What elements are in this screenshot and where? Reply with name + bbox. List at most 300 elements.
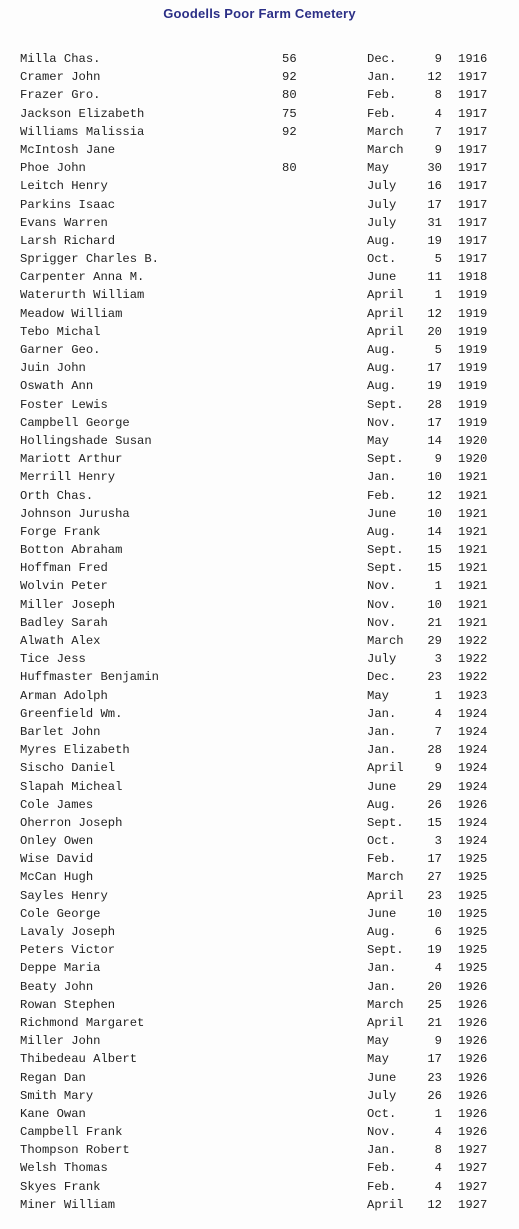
burial-record-row [0,614,519,632]
record-year: 1920 [458,433,488,448]
record-name: Garner Geo. [20,343,101,357]
record-year: 1916 [458,52,488,66]
record-name: Cramer John [20,70,101,85]
record-day: 4 [434,1161,442,1176]
burial-record-row [0,1123,519,1141]
record-month: May [367,161,389,176]
record-year: 1927 [458,1179,488,1194]
burial-record-row [0,250,519,268]
record-day: 14 [427,433,442,448]
burial-record-row [0,414,519,432]
burial-record-row [0,868,519,886]
record-year: 1924 [458,724,488,739]
record-month: March [367,124,404,139]
record-name: Thompson Robert [20,1143,130,1158]
record-name: Arman Adolph [20,688,108,703]
record-name: Smith Mary [20,1088,94,1103]
record-name: Myres Elizabeth [20,743,130,758]
record-name: Johnson Jurusha [20,506,130,521]
record-name: Cole George [20,906,101,921]
record-day: 12 [427,70,442,85]
record-name: Campbell Frank [20,1125,123,1140]
burial-record-row [0,850,519,868]
burial-record-row [0,632,519,650]
record-year: 1925 [458,943,488,958]
burial-record-row [0,1050,519,1068]
record-year: 1919 [458,415,488,430]
record-month: March [367,142,404,157]
record-name: Milla Chas. [20,52,101,66]
record-year: 1924 [458,834,488,849]
burial-record-row [0,996,519,1014]
burial-record-row [0,1105,519,1123]
record-month: June [367,270,397,285]
record-day: 17 [427,197,442,212]
burial-record-row [0,723,519,741]
burial-record-row [0,1032,519,1050]
record-day: 20 [427,324,442,339]
record-year: 1921 [458,561,488,576]
record-age: 80 [282,161,297,176]
record-day: 9 [434,142,442,157]
record-year: 1917 [458,233,488,248]
record-month: April [367,888,404,903]
record-month: Dec. [367,670,397,685]
record-name: Beaty John [20,979,94,994]
record-month: Jan. [367,706,397,721]
record-day: 8 [434,1143,442,1158]
record-name: Botton Abraham [20,543,123,558]
record-year: 1924 [458,779,488,794]
record-month: Sept. [367,815,404,830]
record-day: 29 [427,779,442,794]
record-day: 4 [434,1179,442,1194]
burial-record-row [0,232,519,250]
record-name: Deppe Maria [20,961,101,976]
record-year: 1917 [458,252,488,267]
record-day: 6 [434,925,442,939]
record-day: 19 [427,379,442,394]
record-month: May [367,1034,389,1049]
burial-record-row [0,1178,519,1196]
record-name: Sischo Daniel [20,761,116,776]
record-day: 4 [434,961,442,976]
record-month: June [367,779,397,794]
record-year: 1926 [458,979,488,994]
record-day: 31 [427,215,442,230]
record-name: Merrill Henry [20,470,116,485]
burial-record-row [0,86,519,104]
record-year: 1918 [458,270,488,285]
record-day: 21 [427,615,442,630]
record-name: Mariott Arthur [20,452,123,467]
record-name: Sayles Henry [20,888,108,903]
record-year: 1925 [458,888,488,903]
record-name: Greenfield Wm. [20,706,123,721]
burial-record-row [0,941,519,959]
record-month: July [367,215,397,230]
record-day: 3 [434,652,442,667]
record-month: Sept. [367,943,404,958]
record-day: 14 [427,524,442,539]
record-year: 1925 [458,870,488,885]
record-name: Alwath Alex [20,634,101,648]
record-name: McIntosh Jane [20,142,116,157]
burial-record-row [0,68,519,86]
record-month: March [367,997,404,1012]
record-month: July [367,652,397,667]
record-year: 1917 [458,106,488,121]
burial-record-list [0,50,519,1214]
burial-record-row [0,396,519,414]
record-name: Rowan Stephen [20,997,116,1012]
record-name: Peters Victor [20,943,116,958]
record-year: 1919 [458,288,488,303]
record-month: Sept. [367,561,404,576]
record-year: 1925 [458,925,488,939]
record-month: June [367,906,397,921]
record-name: Onley Owen [20,834,94,849]
burial-record-row [0,487,519,505]
record-month: Feb. [367,852,397,867]
record-name: Slapah Micheal [20,779,123,794]
record-name: Badley Sarah [20,615,108,630]
record-year: 1921 [458,543,488,558]
record-name: Wise David [20,852,94,867]
record-year: 1926 [458,1015,488,1030]
burial-record-row [0,341,519,359]
record-year: 1917 [458,124,488,139]
record-month: Nov. [367,415,397,430]
record-name: Kane Owan [20,1106,86,1121]
record-age: 92 [282,70,297,85]
burial-record-row [0,1196,519,1214]
burial-record-row [0,50,519,68]
burial-record-row [0,905,519,923]
record-day: 23 [427,1070,442,1085]
record-year: 1927 [458,1143,488,1158]
burial-record-row [0,214,519,232]
record-day: 9 [434,761,442,776]
record-day: 15 [427,815,442,830]
record-day: 25 [427,997,442,1012]
record-day: 9 [434,1034,442,1049]
record-name: Meadow William [20,306,123,321]
record-day: 4 [434,106,442,121]
burial-record-row [0,105,519,123]
record-year: 1921 [458,615,488,630]
record-day: 28 [427,397,442,412]
page-title: Goodells Poor Farm Cemetery [163,6,356,21]
burial-record-row [0,468,519,486]
burial-record-row [0,778,519,796]
record-year: 1924 [458,815,488,830]
record-day: 19 [427,233,442,248]
burial-record-row [0,1159,519,1177]
record-day: 27 [427,870,442,885]
record-name: Thibedeau Albert [20,1052,138,1067]
burial-record-row [0,432,519,450]
record-day: 7 [434,724,442,739]
record-day: 29 [427,634,442,648]
record-day: 17 [427,415,442,430]
record-day: 1 [434,579,442,594]
record-year: 1921 [458,524,488,539]
burial-record-row [0,959,519,977]
record-month: Aug. [367,925,397,939]
record-day: 8 [434,88,442,103]
record-year: 1919 [458,361,488,376]
record-month: March [367,870,404,885]
record-month: July [367,197,397,212]
burial-record-row [0,741,519,759]
record-name: Skyes Frank [20,1179,101,1194]
burial-record-row [0,705,519,723]
record-month: Feb. [367,1161,397,1176]
burial-record-row [0,177,519,195]
burial-record-row [0,1014,519,1032]
record-month: May [367,433,389,448]
record-year: 1917 [458,179,488,194]
record-name: Larsh Richard [20,233,116,248]
record-name: Sprigger Charles B. [20,252,159,267]
record-name: Huffmaster Benjamin [20,670,159,685]
record-month: Nov. [367,1125,397,1140]
record-year: 1920 [458,452,488,467]
record-day: 15 [427,543,442,558]
record-year: 1919 [458,324,488,339]
record-month: Aug. [367,233,397,248]
record-month: Feb. [367,106,397,121]
record-year: 1926 [458,1034,488,1049]
record-year: 1921 [458,506,488,521]
record-age: 56 [282,52,297,66]
burial-record-row [0,323,519,341]
record-day: 11 [427,270,442,285]
record-day: 4 [434,1125,442,1140]
record-year: 1919 [458,306,488,321]
record-month: June [367,506,397,521]
burial-record-row [0,450,519,468]
record-name: Miller John [20,1034,101,1049]
burial-record-row [0,141,519,159]
record-month: April [367,288,404,303]
burial-record-row [0,1141,519,1159]
record-year: 1917 [458,161,488,176]
record-age: 92 [282,124,297,139]
record-month: April [367,306,404,321]
record-year: 1917 [458,215,488,230]
record-month: April [367,1197,404,1212]
record-day: 9 [434,452,442,467]
record-day: 21 [427,1015,442,1030]
record-name: Richmond Margaret [20,1015,145,1030]
record-year: 1926 [458,1125,488,1140]
record-name: Tice Jess [20,652,86,667]
record-day: 30 [427,161,442,176]
burial-record-row [0,577,519,595]
record-month: July [367,179,397,194]
record-day: 17 [427,361,442,376]
record-month: Jan. [367,979,397,994]
record-year: 1926 [458,997,488,1012]
burial-record-row [0,1087,519,1105]
record-name: Evans Warren [20,215,108,230]
record-name: Foster Lewis [20,397,108,412]
record-month: April [367,761,404,776]
record-day: 12 [427,306,442,321]
record-month: Sept. [367,543,404,558]
burial-record-row [0,887,519,905]
record-day: 7 [434,124,442,139]
record-month: Aug. [367,361,397,376]
record-month: Jan. [367,724,397,739]
record-year: 1921 [458,488,488,503]
record-age: 80 [282,88,297,103]
burial-record-row [0,1069,519,1087]
record-month: Oct. [367,252,397,267]
record-name: Tebo Michal [20,324,101,339]
record-name: Miner William [20,1197,116,1212]
record-month: Nov. [367,615,397,630]
record-day: 10 [427,470,442,485]
record-name: Regan Dan [20,1070,86,1085]
record-year: 1925 [458,961,488,976]
record-day: 23 [427,670,442,685]
record-name: McCan Hugh [20,870,94,885]
record-year: 1925 [458,906,488,921]
record-month: May [367,1052,389,1067]
record-age: 75 [282,106,297,121]
record-year: 1919 [458,379,488,394]
record-year: 1919 [458,397,488,412]
burial-record-row [0,832,519,850]
record-name: Oswath Ann [20,379,94,394]
record-name: Orth Chas. [20,488,94,503]
record-name: Phoe John [20,161,86,176]
burial-record-row [0,377,519,395]
record-day: 9 [434,52,442,66]
record-month: Oct. [367,834,397,849]
record-year: 1922 [458,670,488,685]
record-name: Parkins Isaac [20,197,116,212]
record-day: 12 [427,488,442,503]
record-month: Jan. [367,470,397,485]
record-day: 15 [427,561,442,576]
record-name: Cole James [20,797,94,812]
burial-record-row [0,596,519,614]
record-day: 10 [427,506,442,521]
record-year: 1926 [458,1106,488,1121]
record-day: 4 [434,706,442,721]
record-month: Aug. [367,524,397,539]
record-day: 26 [427,797,442,812]
record-name: Campbell George [20,415,130,430]
record-month: March [367,634,404,648]
burial-record-row [0,923,519,941]
record-month: Aug. [367,379,397,394]
record-day: 26 [427,1088,442,1103]
record-day: 17 [427,852,442,867]
record-year: 1924 [458,706,488,721]
burial-record-row [0,541,519,559]
burial-record-row [0,759,519,777]
record-day: 12 [427,1197,442,1212]
record-name: Forge Frank [20,524,101,539]
record-day: 1 [434,1106,442,1121]
record-month: Jan. [367,743,397,758]
record-name: Carpenter Anna M. [20,270,145,285]
record-month: July [367,1088,397,1103]
record-year: 1924 [458,743,488,758]
record-day: 23 [427,888,442,903]
record-name: Oherron Joseph [20,815,123,830]
record-month: Feb. [367,88,397,103]
record-month: Aug. [367,343,397,357]
burial-record-row [0,978,519,996]
burial-record-row [0,505,519,523]
burial-record-row [0,687,519,705]
record-day: 3 [434,834,442,849]
record-day: 19 [427,943,442,958]
record-month: Nov. [367,597,397,612]
burial-record-row [0,650,519,668]
record-year: 1927 [458,1197,488,1212]
burial-record-row [0,196,519,214]
burial-record-row [0,268,519,286]
record-year: 1926 [458,1088,488,1103]
burial-record-row [0,123,519,141]
record-month: May [367,688,389,703]
record-year: 1926 [458,1052,488,1067]
burial-record-row [0,814,519,832]
record-year: 1924 [458,761,488,776]
record-year: 1921 [458,597,488,612]
record-name: Lavaly Joseph [20,925,116,939]
burial-record-row [0,668,519,686]
record-year: 1927 [458,1161,488,1176]
record-year: 1917 [458,88,488,103]
record-name: Leitch Henry [20,179,108,194]
record-year: 1919 [458,343,488,357]
record-name: Hollingshade Susan [20,433,152,448]
burial-record-row [0,559,519,577]
record-name: Miller Joseph [20,597,116,612]
record-day: 16 [427,179,442,194]
record-day: 1 [434,288,442,303]
record-month: Nov. [367,579,397,594]
record-month: Jan. [367,961,397,976]
record-month: April [367,1015,404,1030]
record-name: Juin John [20,361,86,376]
record-name: Welsh Thomas [20,1161,108,1176]
record-month: Sept. [367,452,404,467]
record-year: 1925 [458,852,488,867]
record-name: Frazer Gro. [20,88,101,103]
record-month: April [367,324,404,339]
record-day: 20 [427,979,442,994]
record-day: 5 [434,343,442,357]
record-name: Hoffman Fred [20,561,108,576]
record-month: Sept. [367,397,404,412]
record-day: 10 [427,597,442,612]
record-name: Williams Malissia [20,124,145,139]
record-month: Oct. [367,1106,397,1121]
burial-record-row [0,159,519,177]
record-day: 1 [434,688,442,703]
record-name: Wolvin Peter [20,579,108,594]
record-name: Jackson Elizabeth [20,106,145,121]
